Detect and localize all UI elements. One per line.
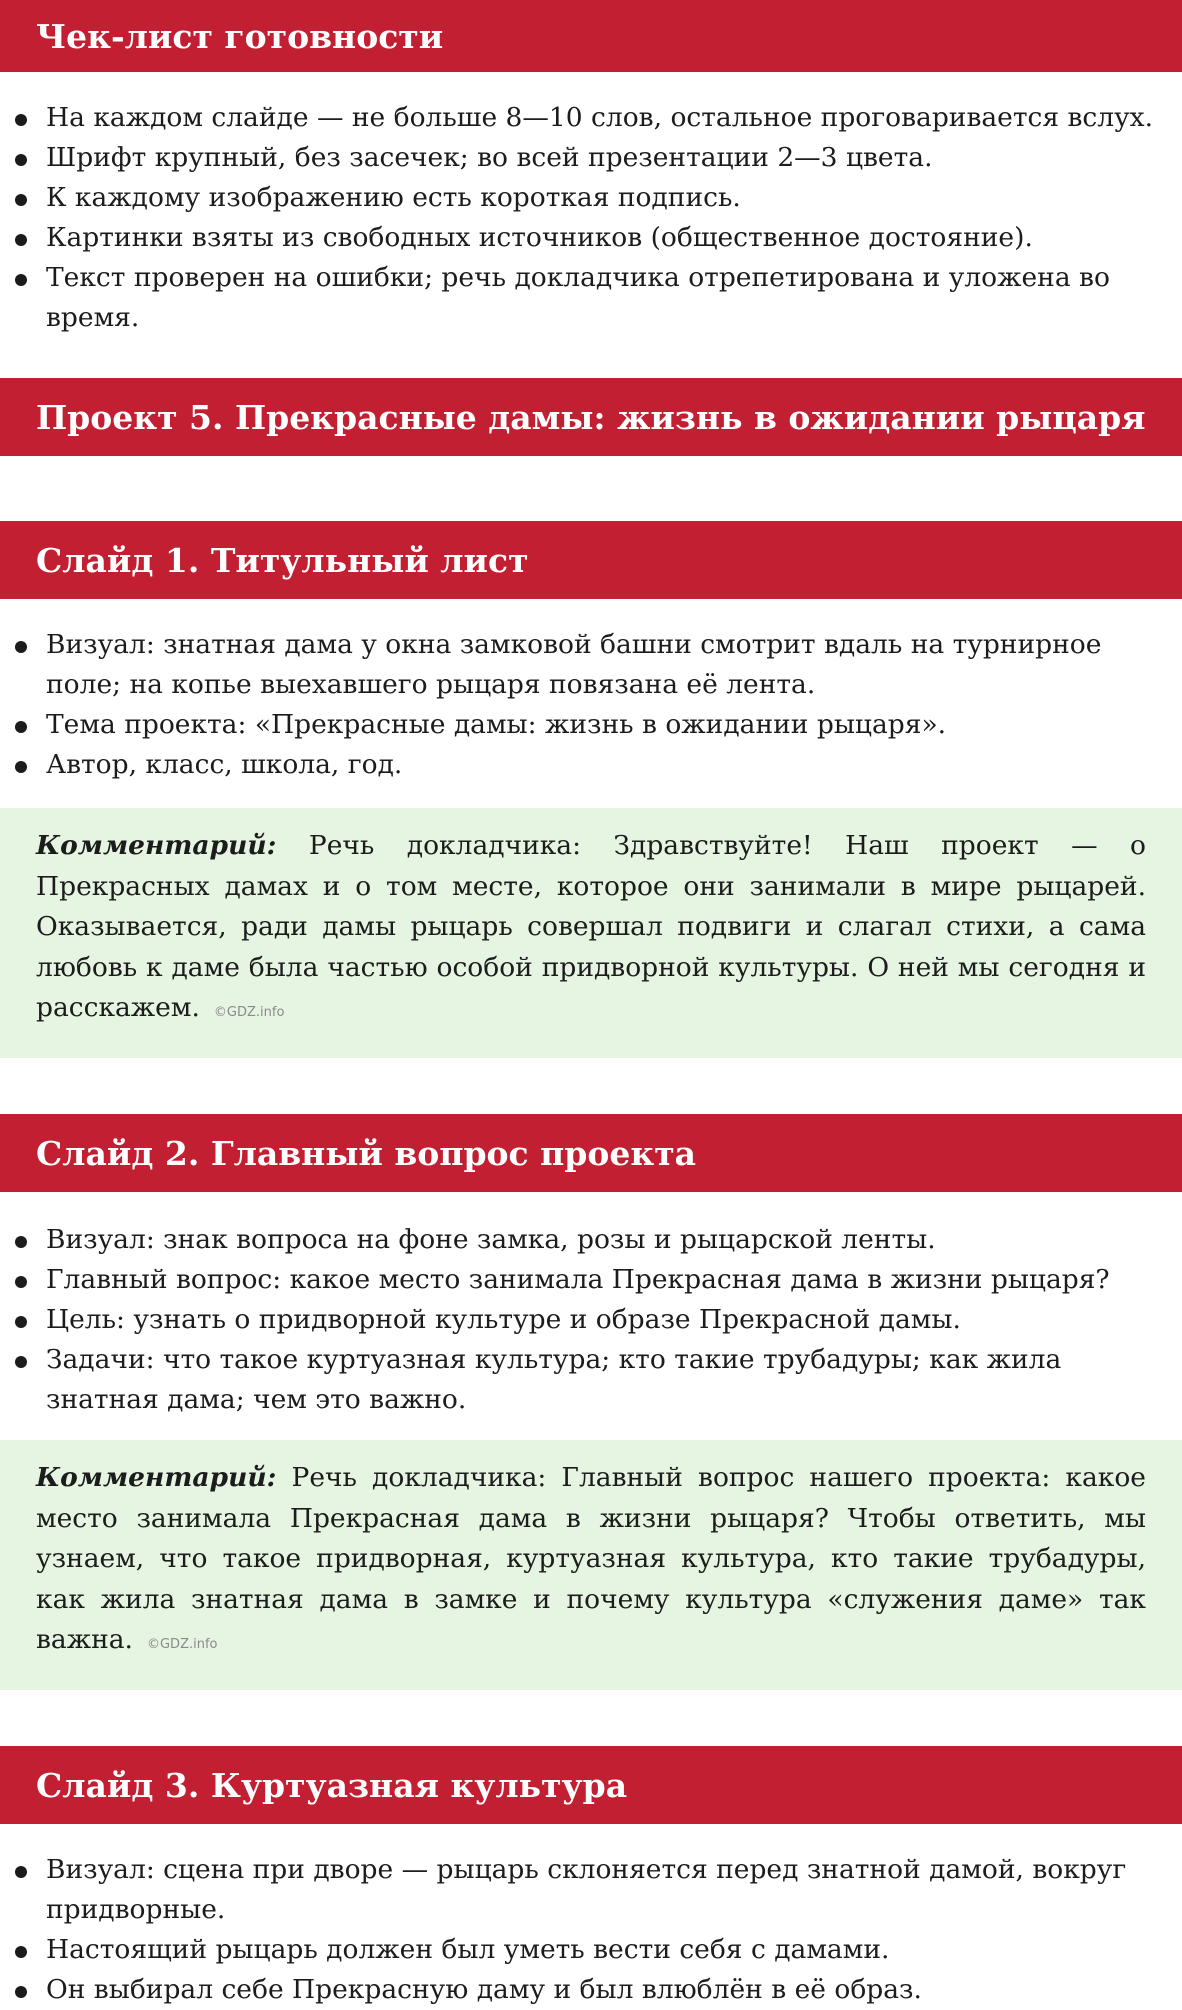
slide2-comment bbox=[0, 1440, 1182, 1690]
list-item: К каждому изображению есть короткая подпись. bbox=[0, 178, 1182, 218]
list-item: Визуал: знак вопроса на фоне замка, розы и рыцарской ленты. bbox=[0, 1220, 1182, 1260]
comment-label: Комментарий: bbox=[36, 830, 277, 861]
list-item: Задачи: что такое куртуазная культура; кто такие трубадуры; как жила знатная дама; чем это важно. bbox=[0, 1340, 1182, 1420]
list-item: Картинки взяты из свободных источников (общественное достояние). bbox=[0, 218, 1182, 258]
list-item: На каждом слайде — не больше 8—10 слов, остальное проговаривается вслух. bbox=[0, 98, 1182, 138]
watermark: ©GDZ.info bbox=[213, 1005, 285, 1020]
slide3-header bbox=[0, 1746, 1182, 1824]
list-item: Тема проекта: «Прекрасные дамы: жизнь в ожидании рыцаря». bbox=[0, 705, 1182, 745]
list-item: Автор, класс, школа, год. bbox=[0, 745, 1182, 785]
list-item: Он выбирал себе Прекрасную даму и был влюблён в её образ. bbox=[0, 1970, 1182, 2010]
slide2-header bbox=[0, 1114, 1182, 1192]
list-item: Визуал: знатная дама у окна замковой башни смотрит вдаль на турнирное поле; на копье выехавшего рыцаря повязана её лента. bbox=[0, 625, 1182, 705]
checklist-header bbox=[0, 0, 1182, 72]
comment-text: Речь докладчика: Главный вопрос нашего проекта: какое место занимала Прекрасная дама в жизни рыцаря? Чтобы ответить, мы узнаем, что такое придворная, куртуазная культура, кто такие трубадуры, как жила знатная дама в замке и почему культура «служения даме» так важна. bbox=[36, 1462, 1146, 1655]
list-item: Цель: узнать о придворной культуре и образе Прекрасной дамы. bbox=[0, 1300, 1182, 1340]
list-item: Главный вопрос: какое место занимала Прекрасная дама в жизни рыцаря? bbox=[0, 1260, 1182, 1300]
list-item: Шрифт крупный, без засечек; во всей презентации 2—3 цвета. bbox=[0, 138, 1182, 178]
comment-text: Речь докладчика: Здравствуйте! Наш проект — о Прекрасных дамах и о том месте, которое они занимали в мире рыцарей. Оказывается, ради дамы рыцарь совершал подвиги и слагал стихи, а сама любовь к даме была частью особой придворной культуры. О ней мы сегодня и расскажем. bbox=[36, 830, 1146, 1023]
list-item: Визуал: сцена при дворе — рыцарь склоняется перед знатной дамой, вокруг придворные. bbox=[0, 1850, 1182, 1930]
slide2-title: Слайд 2. Главный вопрос проекта bbox=[36, 1133, 697, 1173]
slide2-list bbox=[0, 1220, 1182, 1420]
slide3-list bbox=[0, 1850, 1182, 2010]
slide1-comment bbox=[0, 808, 1182, 1058]
checklist-list bbox=[0, 98, 1182, 338]
comment-label: Комментарий: bbox=[36, 1462, 277, 1493]
list-item: Текст проверен на ошибки; речь докладчика отрепетирована и уложена во время. bbox=[0, 258, 1182, 338]
project-header bbox=[0, 378, 1182, 456]
slide1-header bbox=[0, 521, 1182, 599]
watermark: ©GDZ.info bbox=[146, 1637, 218, 1652]
checklist-title: Чек-лист готовности bbox=[36, 16, 444, 56]
project-title: Проект 5. Прекрасные дамы: жизнь в ожидании рыцаря bbox=[36, 397, 1146, 437]
slide3-title: Слайд 3. Куртуазная культура bbox=[36, 1765, 628, 1805]
slide1-title: Слайд 1. Титульный лист bbox=[36, 540, 529, 580]
list-item: Настоящий рыцарь должен был уметь вести себя с дамами. bbox=[0, 1930, 1182, 1970]
slide1-list bbox=[0, 625, 1182, 785]
